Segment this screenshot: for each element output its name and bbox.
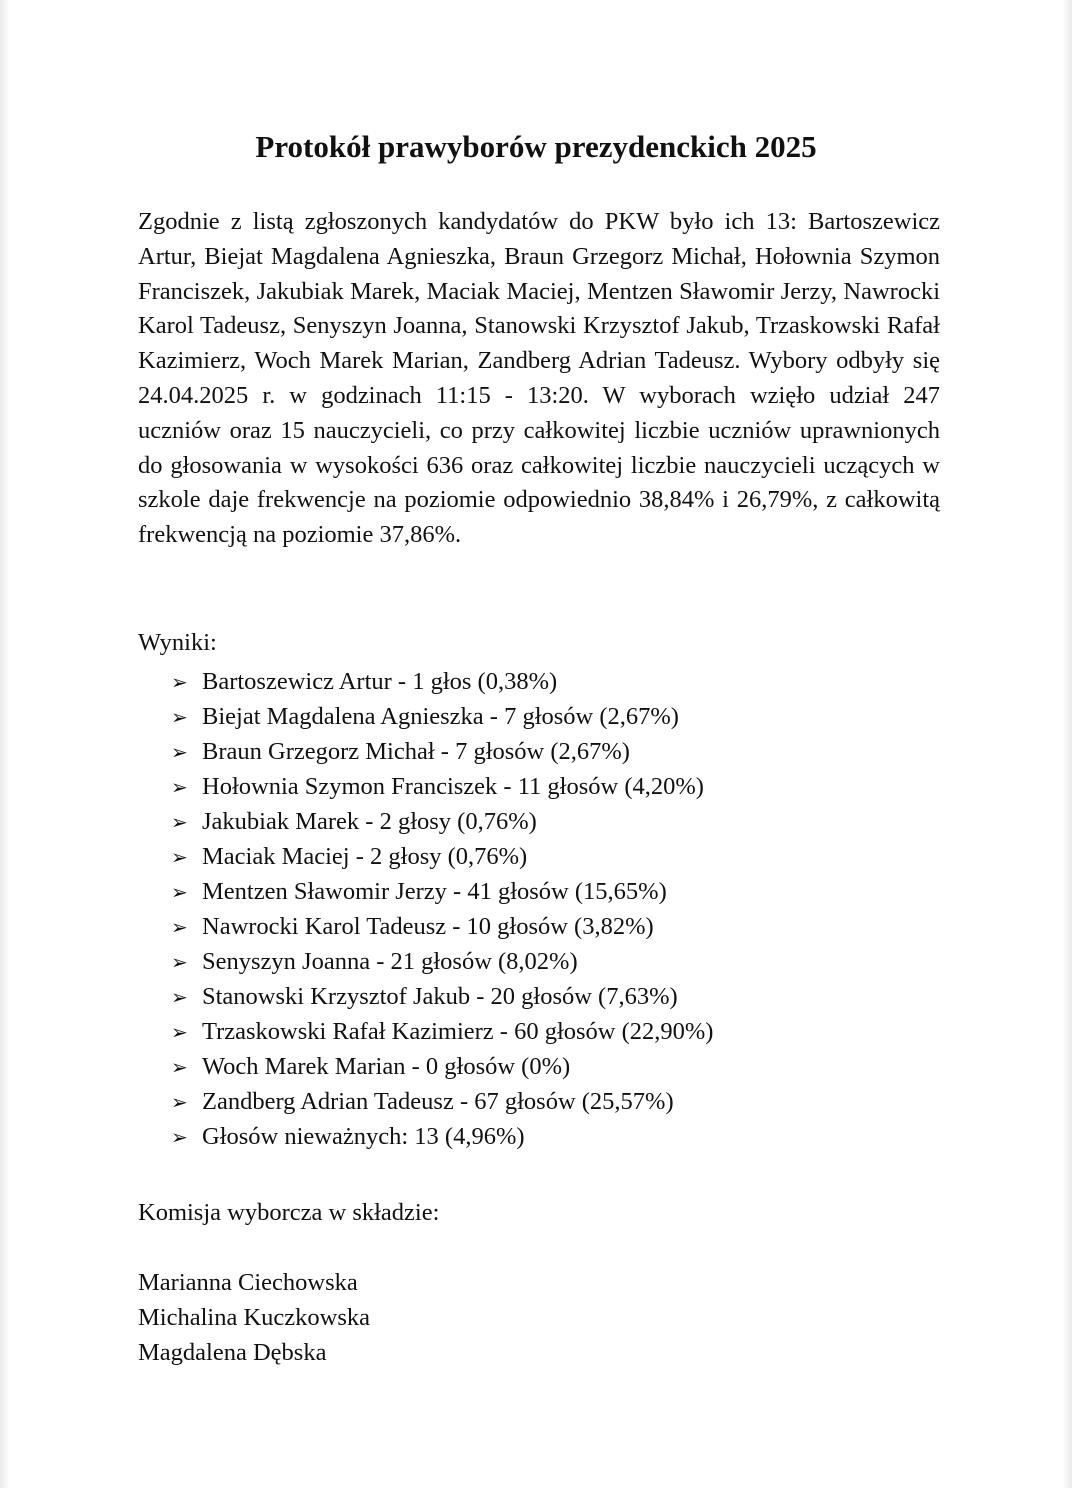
- result-text: Stanowski Krzysztof Jakub - 20 głosów (7,63%): [202, 983, 678, 1010]
- arrow-bullet-icon: ➢: [171, 880, 188, 904]
- result-text: Bartoszewicz Artur - 1 głos (0,38%): [202, 668, 558, 695]
- result-item: [171, 734, 713, 769]
- result-item: [171, 979, 713, 1014]
- arrow-bullet-icon: ➢: [171, 950, 188, 974]
- committee-member: Michalina Kuczkowska: [138, 1304, 370, 1331]
- arrow-bullet-icon: ➢: [171, 915, 188, 939]
- arrow-bullet-icon: ➢: [171, 985, 188, 1009]
- result-text: Senyszyn Joanna - 21 głosów (8,02%): [202, 948, 578, 975]
- result-item: [171, 769, 713, 804]
- result-text: Hołownia Szymon Franciszek - 11 głosów (4,20%): [202, 773, 704, 800]
- results-list: [171, 664, 713, 1154]
- result-item: [171, 1049, 713, 1084]
- arrow-bullet-icon: ➢: [171, 1055, 188, 1079]
- committee-label: Komisja wyborcza w składzie:: [138, 1199, 440, 1226]
- result-text: Głosów nieważnych: 13 (4,96%): [202, 1123, 525, 1150]
- committee-members-list: [138, 1265, 370, 1370]
- results-label: Wyniki:: [138, 629, 217, 656]
- result-item: [171, 1119, 713, 1154]
- arrow-bullet-icon: ➢: [171, 740, 188, 764]
- result-item: [171, 1084, 713, 1119]
- result-item: [171, 839, 713, 874]
- result-item: [171, 664, 713, 699]
- result-text: Woch Marek Marian - 0 głosów (0%): [202, 1053, 571, 1080]
- result-text: Maciak Maciej - 2 głosy (0,76%): [202, 843, 528, 870]
- result-text: Mentzen Sławomir Jerzy - 41 głosów (15,65%): [202, 878, 667, 905]
- page-left-edge: [0, 0, 10, 1488]
- arrow-bullet-icon: ➢: [171, 670, 188, 694]
- result-text: Biejat Magdalena Agnieszka - 7 głosów (2,67%): [202, 703, 679, 730]
- result-text: Zandberg Adrian Tadeusz - 67 głosów (25,57%): [202, 1088, 674, 1115]
- arrow-bullet-icon: ➢: [171, 810, 188, 834]
- result-text: Braun Grzegorz Michał - 7 głosów (2,67%): [202, 738, 630, 765]
- arrow-bullet-icon: ➢: [171, 1125, 188, 1149]
- result-item: [171, 944, 713, 979]
- result-item: [171, 874, 713, 909]
- arrow-bullet-icon: ➢: [171, 845, 188, 869]
- arrow-bullet-icon: ➢: [171, 1020, 188, 1044]
- arrow-bullet-icon: ➢: [171, 775, 188, 799]
- committee-member: Marianna Ciechowska: [138, 1269, 358, 1296]
- committee-member: Magdalena Dębska: [138, 1339, 327, 1366]
- result-item: [171, 804, 713, 839]
- arrow-bullet-icon: ➢: [171, 1090, 188, 1114]
- result-item: [171, 1014, 713, 1049]
- result-item: [171, 909, 713, 944]
- result-text: Jakubiak Marek - 2 głosy (0,76%): [202, 808, 537, 835]
- protocol-paragraph: Zgodnie z listą zgłoszonych kandydatów do PKW było ich 13: Bartoszewicz Artur, Biejat Magdalena Agnieszka, Braun Grzegorz Michał, Hołownia Szymon Franciszek, Jakubiak Marek, Maciak Maciej, Mentzen Sławomir Jerzy, Nawrocki Karol Tadeusz, Senyszyn Joanna, Stanowski Krzysztof Jakub, Trzaskowski Rafał Kazimierz, Woch Marek Marian, Zandberg Adrian Tadeusz. Wybory odbyły się 24.04.2025 r. w godzinach 11:15 - 13:20. W wyborach wzięło udział 247 uczniów oraz 15 nauczycieli, co przy całkowitej liczbie uczniów uprawnionych do głosowania w wysokości 636 oraz całkowitej liczbie nauczycieli uczących w szkole daje frekwencje na poziomie odpowiednio 38,84% i 26,79%, z całkowitą frekwencją na poziomie 37,86%.: [138, 208, 940, 549]
- result-item: [171, 699, 713, 734]
- result-text: Nawrocki Karol Tadeusz - 10 głosów (3,82%): [202, 913, 654, 940]
- document-title: Protokół prawyborów prezydenckich 2025: [255, 129, 817, 164]
- arrow-bullet-icon: ➢: [171, 705, 188, 729]
- page-right-edge: [1062, 0, 1072, 1488]
- result-text: Trzaskowski Rafał Kazimierz - 60 głosów (22,90%): [202, 1018, 714, 1045]
